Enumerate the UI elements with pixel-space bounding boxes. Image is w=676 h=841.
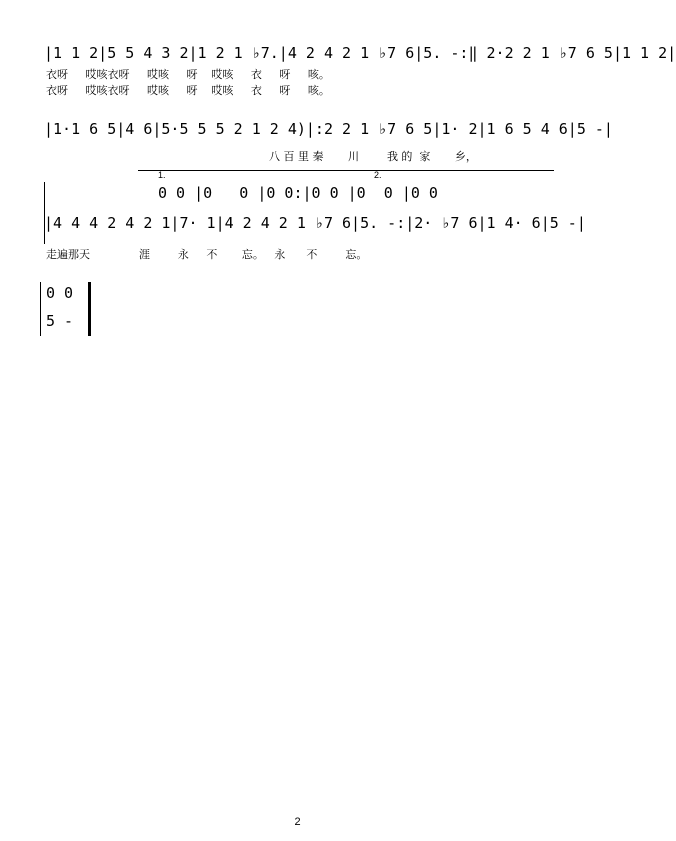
notes-row-1: |1 1 2|5 5 4 3 2|1 2 1 ♭7.|4 2 4 2 1 ♭7 6|5. -:‖ 2·2 2 1 ♭7 6 5|1 1 2| — [44, 44, 676, 62]
volta-1-label: 1. — [158, 170, 166, 180]
row-4-bracket — [40, 282, 41, 336]
notes-row-3: |4 4 4 2 4 2 1|7· 1|4 2 4 2 1 ♭7 6|5. -:|2· ♭7 6|1 4· 6|5 -| — [44, 214, 586, 232]
system-bracket — [44, 182, 45, 244]
final-barline — [88, 282, 91, 336]
notes-row-2: |1·1 6 5|4 6|5·5 5 5 2 1 2 4)|:2 2 1 ♭7 6 5|1· 2|1 6 5 4 6|5 -| — [44, 120, 613, 138]
lyrics-row-3: 走遍那天 涯 永 不 忘。 永 不 忘。 — [46, 248, 368, 261]
lyrics-row-2: 八 百 里 秦 川 我 的 家 乡， — [269, 150, 477, 163]
upper-part-row-3: 0 0 |0 0 |0 0:|0 0 |0 0 |0 0 — [158, 184, 438, 202]
lyrics-row-1-verse-2: 衣呀 哎咳衣呀 哎咳 呀 哎咳 衣 呀 咳。 — [46, 84, 330, 97]
lyrics-row-1-verse-1: 衣呀 哎咳衣呀 哎咳 呀 哎咳 衣 呀 咳。 — [46, 68, 330, 81]
page-number: 2 — [294, 816, 301, 828]
notes-row-4: 5 - — [46, 312, 74, 330]
volta-line — [138, 170, 554, 171]
upper-part-row-4: 0 0 — [46, 284, 74, 302]
volta-2-label: 2. — [374, 170, 382, 180]
